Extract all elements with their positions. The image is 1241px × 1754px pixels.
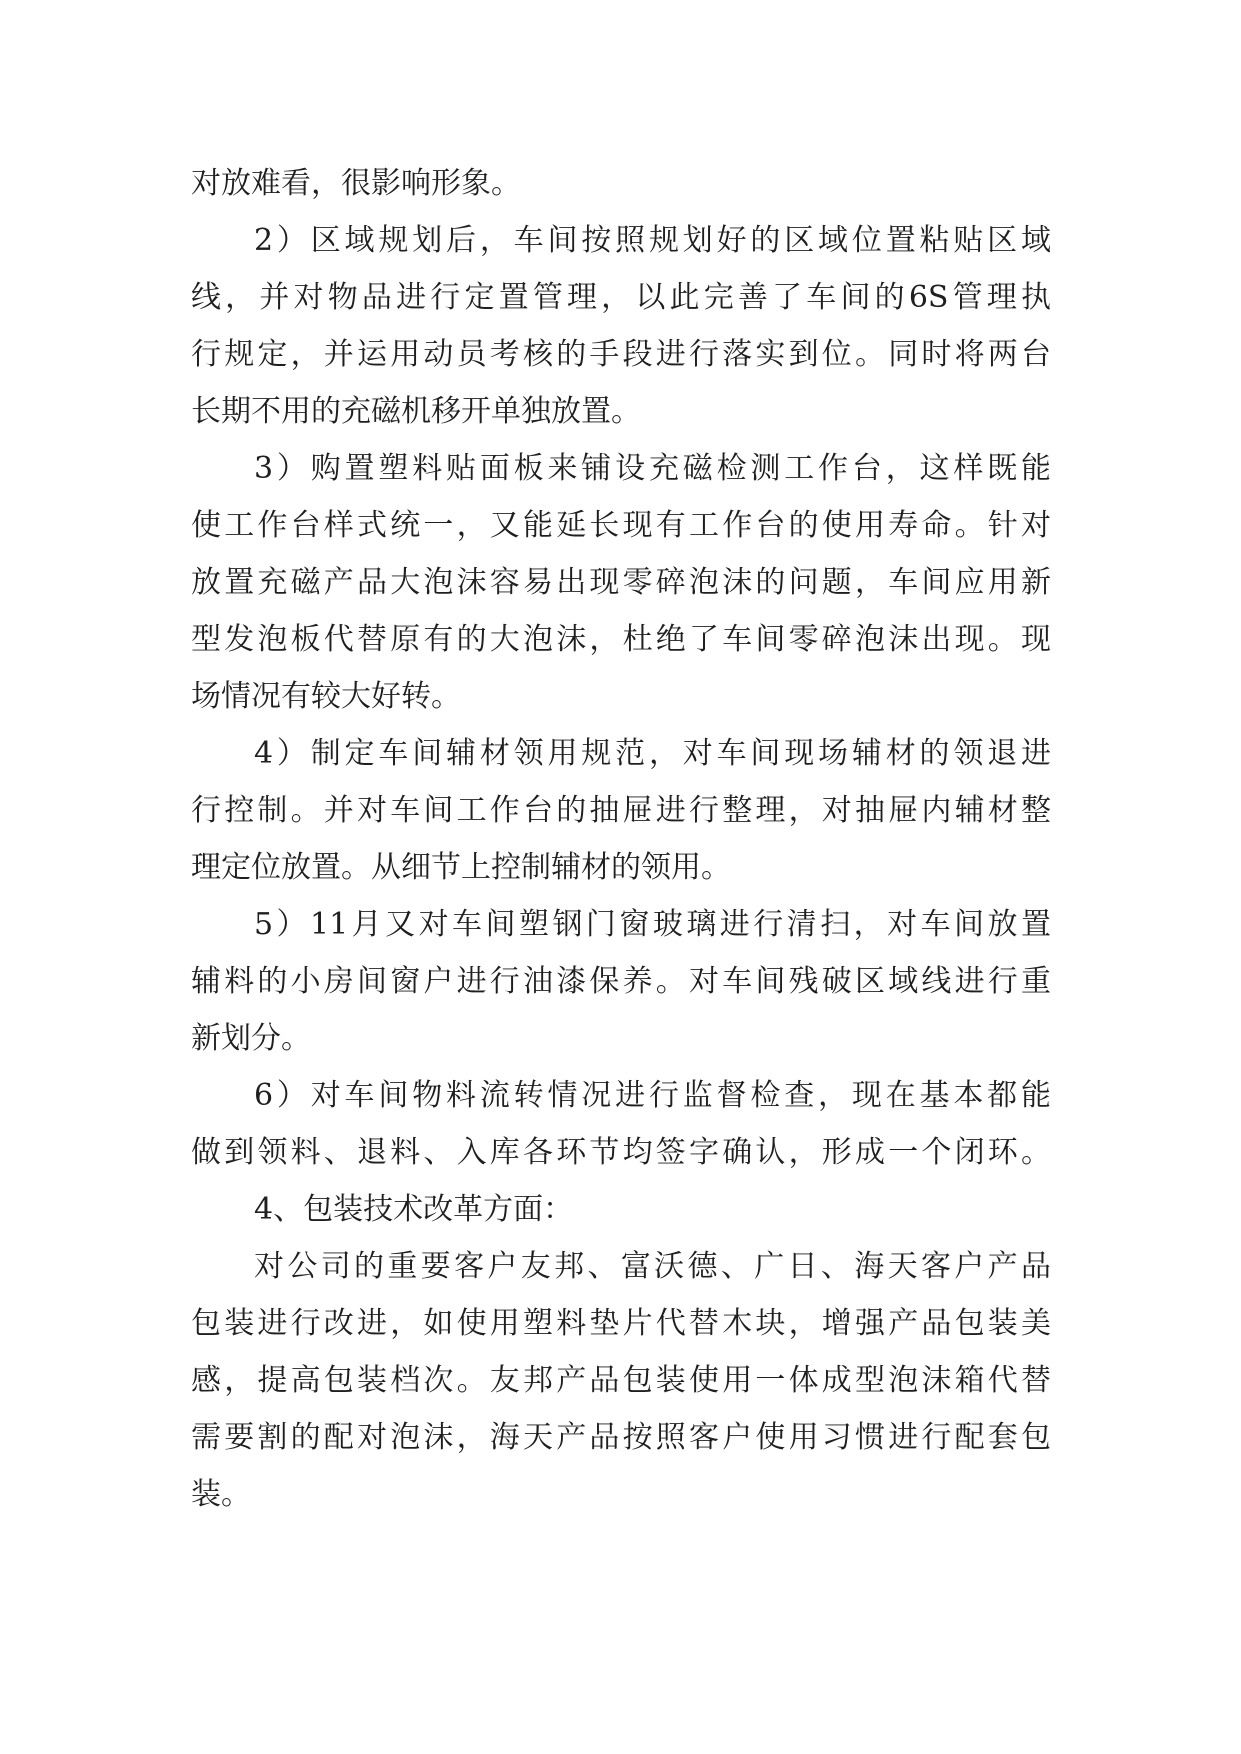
paragraph-line: 包装进行改进，如使用塑料垫片代替木块，增强产品包装美	[191, 1306, 1051, 1341]
paragraph-line: 行规定，并运用动员考核的手段进行落实到位。同时将两台	[191, 337, 1051, 372]
paragraph-line: 感，提高包装档次。友邦产品包装使用一体成型泡沫箱代替	[191, 1363, 1051, 1398]
paragraph-line: 辅料的小房间窗户进行油漆保养。对车间残破区域线进行重	[191, 964, 1051, 999]
paragraph-line: 装。	[191, 1477, 251, 1512]
paragraph-line: 放置充磁产品大泡沫容易出现零碎泡沫的问题，车间应用新	[191, 565, 1051, 600]
paragraph-line: 5）11月又对车间塑钢门窗玻璃进行清扫，对车间放置	[254, 907, 1051, 942]
paragraph-line: 需要割的配对泡沫，海天产品按照客户使用习惯进行配套包	[191, 1420, 1051, 1455]
paragraph-line: 新划分。	[191, 1021, 311, 1056]
paragraph-line: 线，并对物品进行定置管理，以此完善了车间的6S管理执	[191, 280, 1051, 315]
paragraph-line: 理定位放置。从细节上控制辅材的领用。	[191, 850, 731, 885]
paragraph-line: 4）制定车间辅材领用规范，对车间现场辅材的领退进	[254, 736, 1051, 771]
paragraph-line: 对公司的重要客户友邦、富沃德、广日、海天客户产品	[254, 1249, 1051, 1284]
paragraph-line: 行控制。并对车间工作台的抽屉进行整理，对抽屉内辅材整	[191, 793, 1051, 828]
paragraph-line: 2）区域规划后，车间按照规划好的区域位置粘贴区域	[254, 223, 1051, 258]
document-body	[191, 155, 1051, 1523]
paragraph-line: 使工作台样式统一，又能延长现有工作台的使用寿命。针对	[191, 508, 1051, 543]
section-heading: 4、包装技术改革方面：	[254, 1192, 574, 1227]
paragraph-line: 3）购置塑料贴面板来铺设充磁检测工作台，这样既能	[254, 451, 1051, 486]
paragraph-line: 6）对车间物料流转情况进行监督检查，现在基本都能	[254, 1078, 1051, 1113]
paragraph-line: 对放难看，很影响形象。	[191, 166, 521, 201]
paragraph-line: 型发泡板代替原有的大泡沫，杜绝了车间零碎泡沫出现。现	[191, 622, 1051, 657]
paragraph-line: 做到领料、退料、入库各环节均签字确认，形成一个闭环。	[191, 1135, 1051, 1170]
paragraph-line: 场情况有较大好转。	[191, 679, 461, 714]
paragraph-line: 长期不用的充磁机移开单独放置。	[191, 394, 641, 429]
